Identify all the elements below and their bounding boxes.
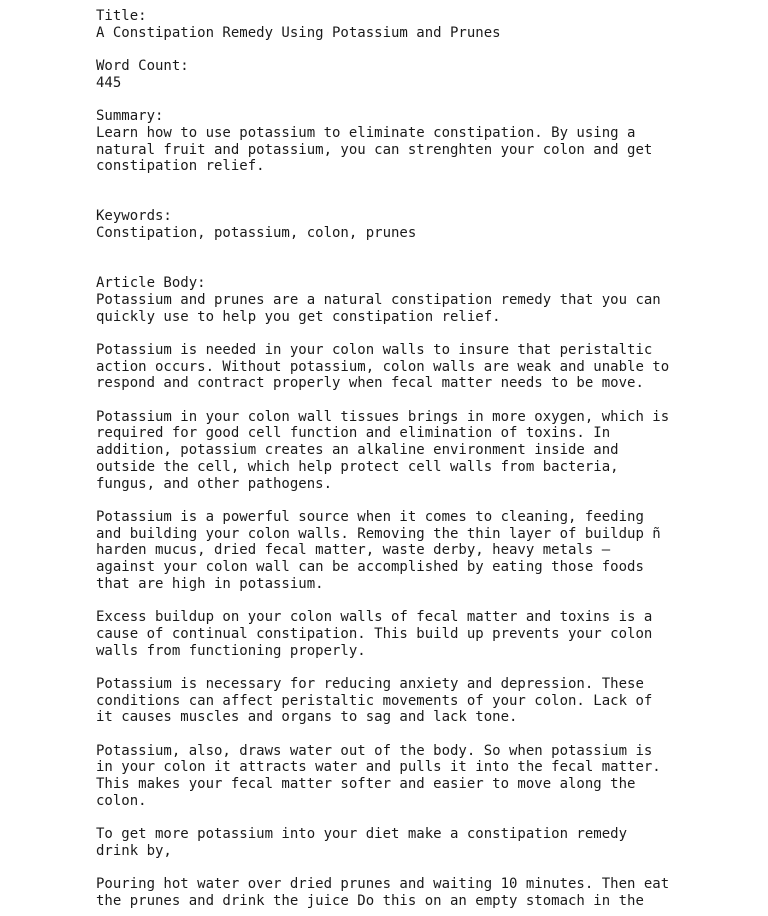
text-line: 445 bbox=[96, 74, 122, 91]
text-line: outside the cell, which help protect cell walls from bacteria, bbox=[96, 458, 619, 475]
text-line: respond and contract properly when fecal matter needs to be move. bbox=[96, 375, 644, 392]
text-line: and building your colon walls. Removing the thin layer of buildup ñ bbox=[96, 525, 661, 542]
text-line: Article Body: bbox=[96, 275, 206, 292]
text-line: Excess buildup on your colon walls of fecal matter and toxins is a bbox=[96, 609, 653, 626]
blank-line bbox=[96, 192, 758, 209]
text-line: the prunes and drink the juice Do this on an empty stomach in the bbox=[96, 893, 644, 910]
text-line: colon. bbox=[96, 792, 147, 809]
blank-line bbox=[96, 41, 758, 58]
text-line: walls from functioning properly. bbox=[96, 642, 366, 659]
text-line: Summary: bbox=[96, 108, 164, 125]
text-line: cause of continual constipation. This build up prevents your colon bbox=[96, 625, 653, 642]
text-line: constipation relief. bbox=[96, 158, 265, 175]
text-line: fungus, and other pathogens. bbox=[96, 475, 333, 492]
blank-line bbox=[96, 392, 758, 409]
text-line: Potassium in your colon wall tissues brings in more oxygen, which is bbox=[96, 408, 670, 425]
blank-line bbox=[96, 242, 758, 259]
text-line: Potassium, also, draws water out of the body. So when potassium is bbox=[96, 742, 653, 759]
text-line: Potassium is a powerful source when it comes to cleaning, feeding bbox=[96, 508, 644, 525]
text-line: Constipation, potassium, colon, prunes bbox=[96, 225, 417, 242]
text-line: Title: bbox=[96, 8, 147, 24]
text-line: This makes your fecal matter softer and easier to move along the bbox=[96, 776, 636, 793]
text-line: Potassium is necessary for reducing anxiety and depression. These bbox=[96, 675, 644, 692]
text-line: drink by, bbox=[96, 842, 172, 859]
text-line: harden mucus, dried fecal matter, waste derby, heavy metals – bbox=[96, 542, 611, 559]
text-line: Pouring hot water over dried prunes and waiting 10 minutes. Then eat bbox=[96, 876, 670, 893]
blank-line bbox=[96, 325, 758, 342]
blank-line bbox=[96, 92, 758, 109]
text-line: in your colon it attracts water and pulls it into the fecal matter. bbox=[96, 759, 661, 776]
text-line: against your colon wall can be accomplished by eating those foods bbox=[96, 559, 644, 576]
blank-line bbox=[96, 258, 758, 275]
text-line: it causes muscles and organs to sag and lack tone. bbox=[96, 709, 518, 726]
text-line: Potassium and prunes are a natural constipation remedy that you can bbox=[96, 291, 661, 308]
text-line: that are high in potassium. bbox=[96, 575, 324, 592]
text-line: Keywords: bbox=[96, 208, 172, 225]
text-line: Potassium is needed in your colon walls to insure that peristaltic bbox=[96, 341, 653, 358]
text-line: natural fruit and potassium, you can strenghten your colon and get bbox=[96, 141, 653, 158]
text-line: Learn how to use potassium to eliminate constipation. By using a bbox=[96, 124, 636, 141]
text-line: A Constipation Remedy Using Potassium and Prunes bbox=[96, 24, 501, 41]
blank-line bbox=[96, 659, 758, 676]
text-line: required for good cell function and elimination of toxins. In bbox=[96, 425, 611, 442]
blank-line bbox=[96, 860, 758, 877]
blank-line bbox=[96, 810, 758, 827]
blank-line bbox=[96, 592, 758, 609]
text-line: addition, potassium creates an alkaline environment inside and bbox=[96, 442, 619, 459]
text-line: quickly use to help you get constipation relief. bbox=[96, 308, 501, 325]
text-line: action occurs. Without potassium, colon walls are weak and unable to bbox=[96, 358, 670, 375]
blank-line bbox=[96, 726, 758, 743]
text-line: conditions can affect peristaltic movements of your colon. Lack of bbox=[96, 692, 653, 709]
text-line: To get more potassium into your diet make a constipation remedy bbox=[96, 826, 628, 843]
text-line: Word Count: bbox=[96, 58, 189, 75]
blank-line bbox=[96, 175, 758, 192]
blank-line bbox=[96, 492, 758, 509]
